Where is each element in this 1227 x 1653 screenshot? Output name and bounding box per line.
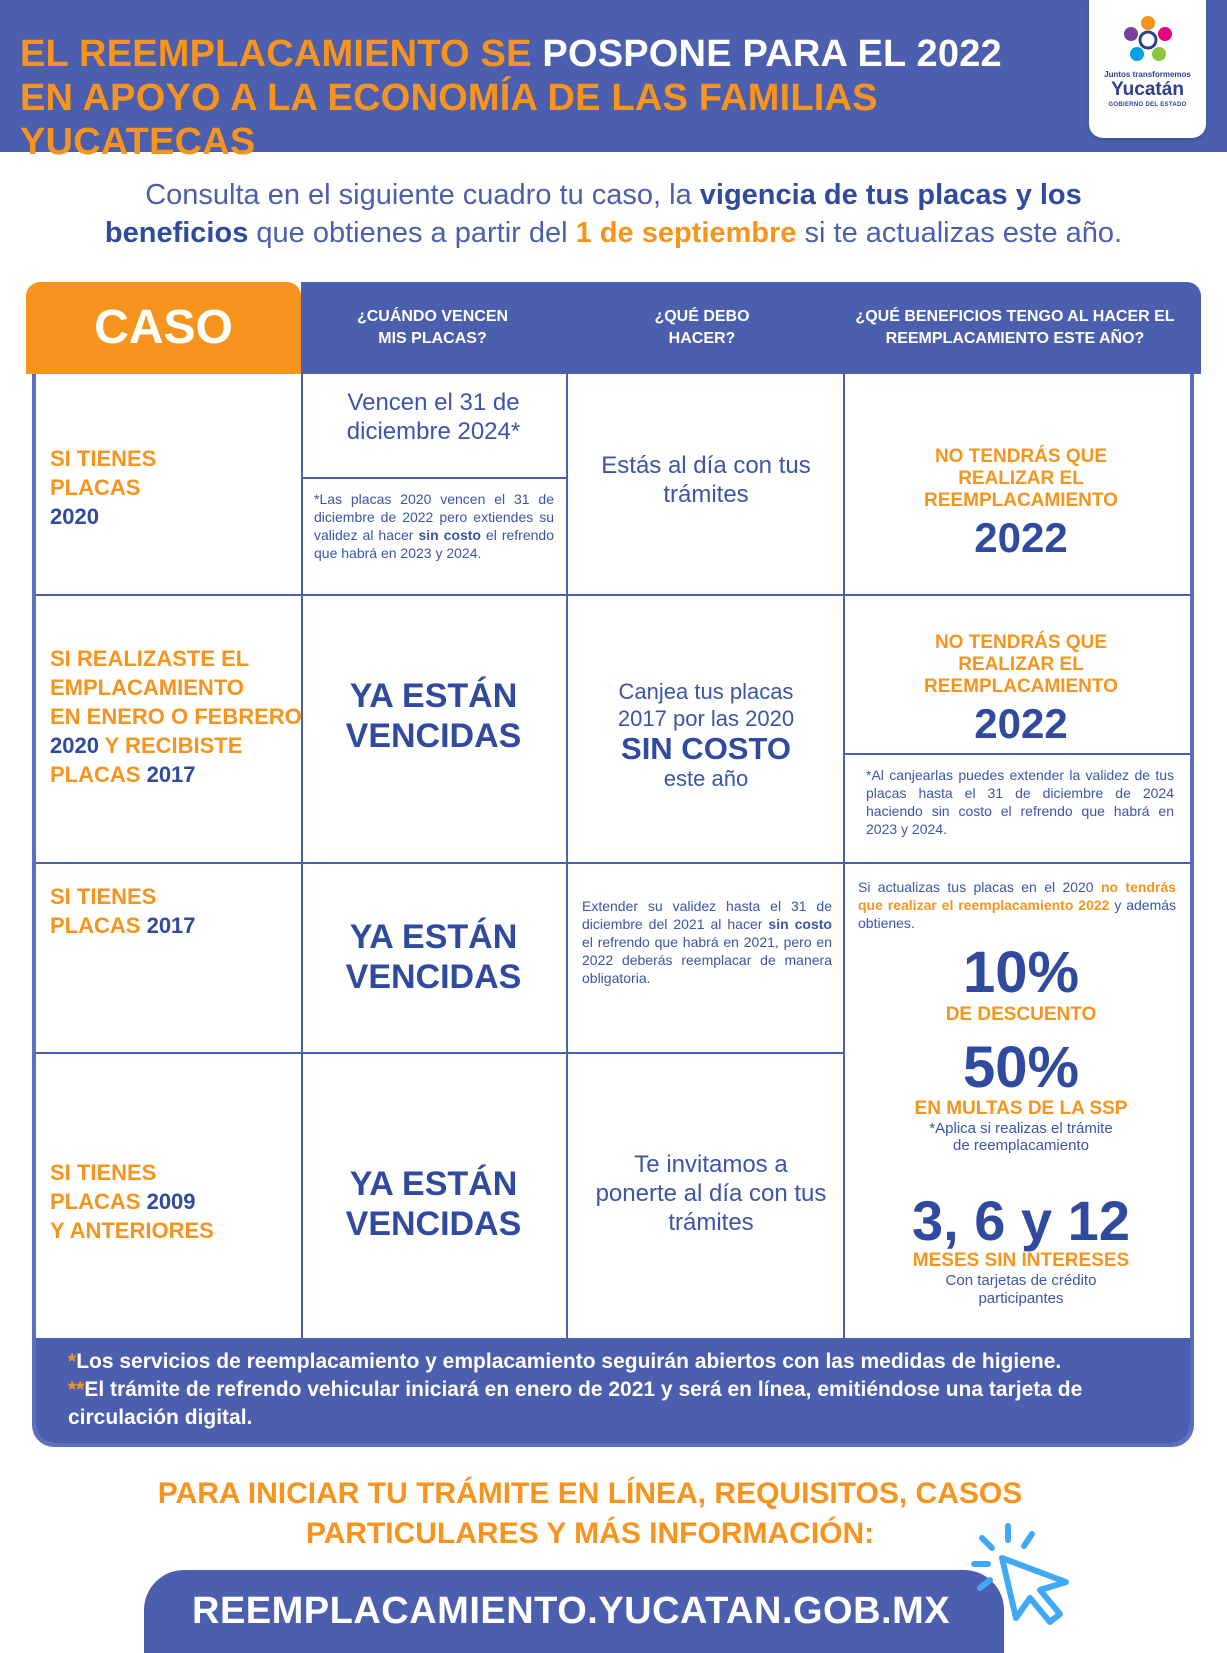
logo-subtitle: GOBIERNO DEL ESTADO: [1108, 102, 1187, 108]
benefit-note: Con tarjetas de crédito: [945, 1272, 1097, 1289]
intro-bold: vigencia de tus placas y los: [699, 179, 1082, 211]
website-url[interactable]: REEMPLACAMIENTO.YUCATAN.GOB.MX: [192, 1590, 951, 1632]
row1-year: 2022: [974, 514, 1068, 561]
intro-part: Consulta en el siguiente cuadro tu caso, la: [145, 179, 692, 211]
benefit-label: DE DESCUENTO: [945, 1004, 1097, 1025]
col-header-hacer: [564, 282, 840, 374]
caso-line: Y RECIBISTE: [104, 733, 243, 758]
benefit-note: de reemplacamiento: [953, 1137, 1089, 1154]
header-line: ¿QUÉ BENEFICIOS TENGO AL HACER EL: [855, 308, 1175, 325]
grid-line: [566, 374, 568, 1338]
footnote-text: El trámite de refrendo vehicular iniciará en enero de 2021 y será en línea, emitiéndose una tarjeta de circulación digital.: [68, 1378, 1083, 1429]
row4-vencen: [311, 1164, 556, 1244]
caso-line: PLACAS: [50, 913, 141, 938]
footnote-2: [68, 1376, 1168, 1432]
row1-vencen-note: [314, 490, 554, 562]
row3-caso: [50, 882, 196, 940]
caso-year: 2017: [146, 913, 196, 938]
benefit-value: 10%: [962, 940, 1080, 1005]
intro-text: [30, 176, 1197, 252]
footnotes-band: [36, 1338, 1194, 1447]
row2-beneficio: NO TENDRÁS QUE REALIZAR EL REEMPLACAMIENTO: [924, 632, 1118, 697]
row4-caso: [50, 1158, 214, 1245]
benefit-note: participantes: [978, 1290, 1064, 1307]
caso-line: EN ENERO O FEBRERO: [50, 704, 302, 729]
caso-line: SI REALIZASTE EL: [50, 646, 250, 671]
merged-benefit-intro: [858, 878, 1176, 932]
benefit-value: 50%: [962, 1035, 1080, 1100]
logo-tagline: Juntos transformemos: [1104, 70, 1191, 79]
yucatan-logo: [1089, 0, 1206, 138]
row1-vencen: Vencen el 31 de diciembre 2024*: [346, 389, 521, 445]
title-line2: EN APOYO A LA ECONOMÍA DE LAS FAMILIAS YUCATECAS: [20, 77, 878, 163]
footnote-text: Los servicios de reemplacamiento y emplacamiento seguirán abiertos con las medidas de higiene.: [76, 1350, 1062, 1373]
intro-part: y además obtienes.: [858, 897, 1177, 931]
intro-bold: beneficios: [104, 217, 249, 249]
caso-year: 2009: [146, 1189, 196, 1214]
intro-orange: no tendrás que realizar el reemplacamiento: [858, 879, 1176, 913]
header-line: HACER?: [668, 330, 736, 347]
caso-line: SI TIENES: [50, 446, 157, 471]
benefit-label: MESES SIN INTERESES: [912, 1250, 1130, 1271]
hacer-line: 2017 por las 2020: [617, 706, 795, 731]
note-bold: sin costo: [418, 527, 481, 543]
caso-line: PLACAS: [50, 762, 141, 787]
header-line: MIS PLACAS?: [378, 330, 487, 347]
row-divider: [36, 862, 1194, 864]
page-title: [20, 32, 1070, 164]
caso-line: PLACAS: [50, 475, 141, 500]
header-line: ¿CUÁNDO VENCEN: [356, 308, 509, 325]
footnote-marker: **: [68, 1378, 85, 1401]
vencen-line: YA ESTÁN: [349, 918, 518, 956]
cta-line: PARA INICIAR TU TRÁMITE EN LÍNEA, REQUISITOS, CASOS: [157, 1477, 1023, 1510]
benefit-multas: [856, 1035, 1186, 1154]
row1-beneficio: NO TENDRÁS QUE REALIZAR EL REEMPLACAMIENTO: [924, 446, 1118, 511]
vencen-line: VENCIDAS: [345, 958, 522, 996]
row2-caso: [50, 644, 302, 789]
intro-part: Si actualizas tus placas en el 2020: [858, 879, 1094, 895]
caso-line: EMPLACAMIENTO: [50, 675, 244, 700]
caso-line: SI TIENES: [50, 1160, 157, 1185]
hacer-bold: sin costo: [768, 916, 832, 932]
vencen-line: VENCIDAS: [345, 1205, 522, 1243]
table-header-bar: [301, 282, 1201, 374]
row4-hacer: Te invitamos a ponerte al día con tus trámites: [595, 1151, 827, 1236]
row-divider: [36, 594, 1194, 596]
benefit-value: 3, 6 y 12: [912, 1189, 1130, 1252]
note-part: el refrendo que habrá en 2023 y 2024.: [314, 527, 554, 561]
row1-caso: [50, 444, 156, 531]
intro-orange: 2022: [1078, 897, 1110, 913]
row3-hacer: [582, 897, 832, 987]
website-link[interactable]: [144, 1570, 1004, 1653]
row3-vencen: [311, 917, 556, 997]
intro-part: si te actualizas este año.: [804, 217, 1123, 249]
hacer-part: el refrendo que habrá en 2021, pero en 2022 deberás reemplacar de manera obligatoria.: [582, 934, 832, 986]
col-header-beneficios: [840, 282, 1190, 374]
col-header-vencen: [301, 282, 564, 374]
grid-line: [843, 374, 845, 1338]
row-divider: [36, 1052, 845, 1054]
yucatan-emblem-icon: [1122, 14, 1174, 66]
footnote-marker: *: [68, 1350, 77, 1373]
caso-line: 2020: [50, 504, 99, 529]
row2-hacer: [581, 678, 831, 792]
intro-part: que obtienes a partir del: [256, 217, 568, 249]
hacer-emphasis: SIN COSTO: [621, 731, 791, 766]
caso-year: 2017: [146, 762, 196, 787]
caso-header: CASO: [26, 282, 301, 374]
benefit-note: *Aplica si realizas el trámite: [929, 1120, 1113, 1137]
intro-date: 1 de septiembre: [575, 217, 797, 249]
cases-table: [32, 374, 1194, 1447]
row2-year: 2022: [974, 700, 1068, 747]
title-line1-orange: EL REEMPLACAMIENTO SE: [20, 33, 532, 75]
vencen-line: YA ESTÁN: [349, 1165, 518, 1203]
cta-line: PARTICULARES Y MÁS INFORMACIÓN:: [305, 1517, 875, 1550]
caso-year: 2020: [50, 733, 99, 758]
benefit-label: EN MULTAS DE LA SSP: [914, 1098, 1128, 1119]
benefit-discount: [856, 942, 1186, 1026]
grid-line: [301, 374, 303, 1338]
cell-divider: [301, 477, 568, 479]
title-line1-white: POSPONE PARA EL 2022: [542, 33, 1002, 75]
header-line: ¿QUÉ DEBO: [654, 308, 750, 325]
caso-line: Y ANTERIORES: [50, 1218, 214, 1243]
row2-note: *Al canjearlas puedes extender la validez de tus placas hasta el 31 de diciembre de 2024 haciendo sin costo el refrendo que habrá en 2023 y 2024.: [866, 767, 1174, 837]
cta-text: [80, 1474, 1100, 1554]
row1-hacer: Estás al día con tus trámites: [601, 452, 811, 508]
cursor-click-icon: [968, 1518, 1078, 1628]
hacer-line: este año: [663, 766, 749, 791]
hacer-part: Extender su validez hasta el 31 de diciembre del 2021 al hacer: [582, 898, 832, 932]
caso-line: PLACAS: [50, 1189, 141, 1214]
hacer-line: Canjea tus placas: [618, 679, 794, 704]
footnote-1: [68, 1348, 1168, 1376]
cell-divider: [843, 753, 1194, 755]
vencen-line: VENCIDAS: [345, 717, 522, 755]
logo-name: Yucatán: [1111, 79, 1184, 100]
vencen-line: YA ESTÁN: [349, 677, 518, 715]
caso-line: SI TIENES: [50, 884, 157, 909]
row2-vencen: [311, 676, 556, 756]
benefit-msi: [856, 1189, 1186, 1308]
header-line: REEMPLACAMIENTO ESTE AÑO?: [885, 330, 1145, 347]
note-part: *Las placas 2020 vencen el 31 de diciembre de 2022 pero extiendes su validez al hacer: [314, 491, 554, 543]
